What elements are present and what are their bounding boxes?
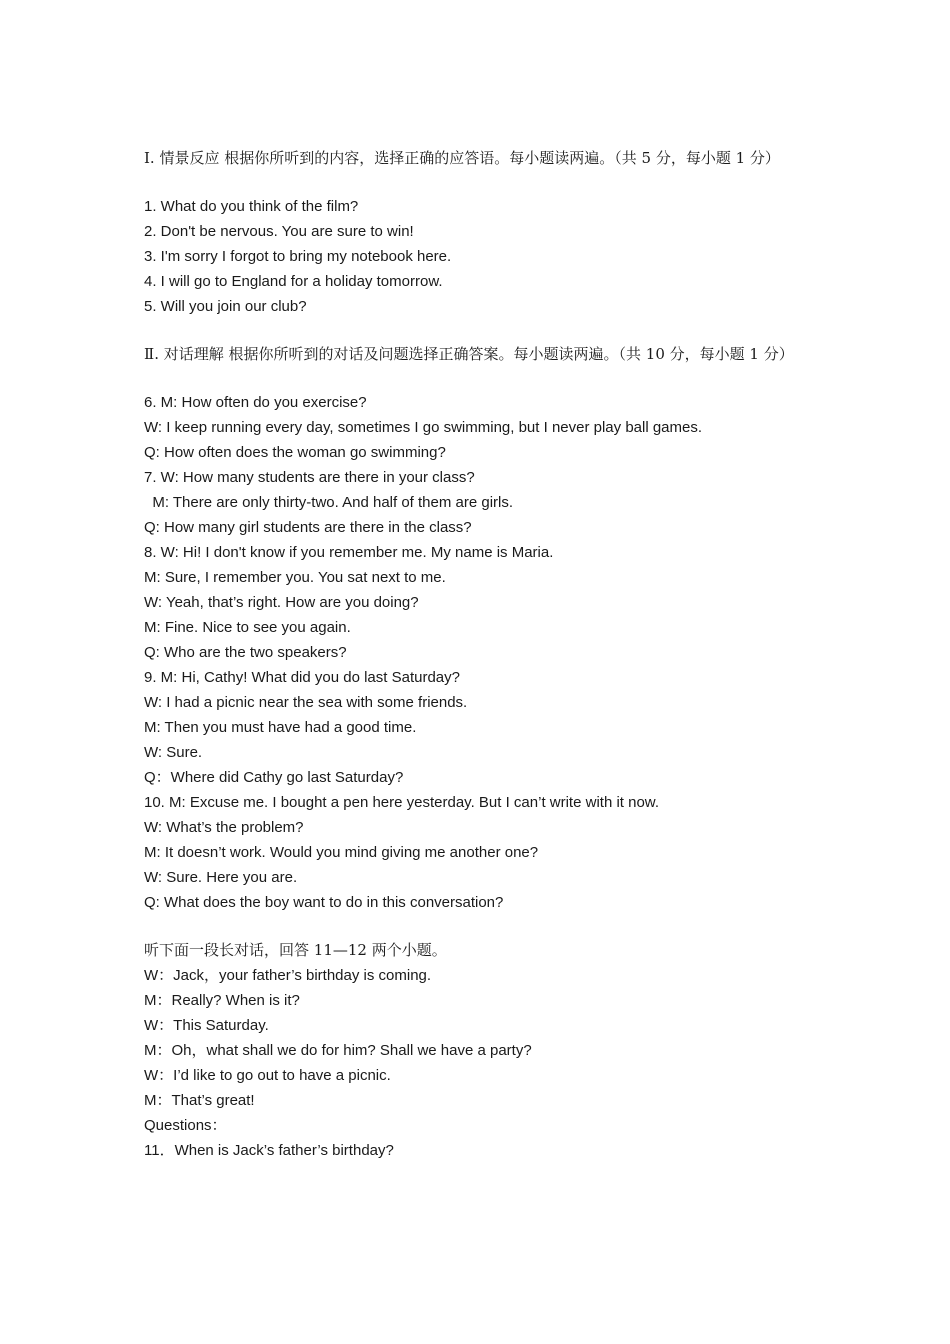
dialogue-line: 6. M: How often do you exercise?	[144, 394, 367, 411]
dialogue-line: W: I had a picnic near the sea with some friends.	[144, 694, 468, 711]
section-1-heading: Ⅰ. 情景反应 根据你所听到的内容，选择正确的应答语。每小题读两遍。（共 5 分，每小题 1 分）	[144, 149, 780, 167]
dialogue-line: Q：Where did Cathy go last Saturday?	[144, 769, 404, 786]
dialogue-line: M：Oh，what shall we do for him? Shall we have a party?	[144, 1042, 532, 1059]
dialogue-line: W: Sure.	[144, 744, 203, 761]
dialogue-line: Q: How many girl students are there in the class?	[144, 519, 472, 536]
section-2-heading: Ⅱ. 对话理解 根据你所听到的对话及问题选择正确答案。每小题读两遍。（共 10 分，每小题 1 分）	[144, 345, 794, 363]
document-content	[144, 146, 814, 1163]
listening-item: 3. I'm sorry I forgot to bring my notebook here.	[144, 248, 452, 265]
dialogue-line: Q: How often does the woman go swimming?	[144, 444, 446, 461]
questions-label: Questions：	[144, 1117, 227, 1134]
dialogue-line: 8. W: Hi! I don't know if you remember me. My name is Maria.	[144, 544, 554, 561]
dialogue-line: 9. M: Hi, Cathy! What did you do last Saturday?	[144, 669, 460, 686]
section-1-items	[144, 194, 814, 319]
section-2-dialogues	[144, 390, 814, 915]
dialogue-line: W：This Saturday.	[144, 1017, 269, 1034]
dialogue-line: W：I’d like to go out to have a picnic.	[144, 1067, 391, 1084]
listening-item: 1. What do you think of the film?	[144, 198, 359, 215]
spacer	[144, 319, 814, 342]
dialogue-line: Q: What does the boy want to do in this conversation?	[144, 894, 504, 911]
dialogue-line: M：That’s great!	[144, 1092, 255, 1109]
dialogue-line: M: It doesn’t work. Would you mind giving me another one?	[144, 844, 539, 861]
listening-item: 2. Don't be nervous. You are sure to win!	[144, 223, 414, 240]
spacer	[144, 367, 814, 390]
dialogue-line: 10. M: Excuse me. I bought a pen here yesterday. But I can’t write with it now.	[144, 794, 659, 811]
section-3-intro: 听下面一段长对话，回答 11—12 两个小题。	[144, 941, 447, 959]
question-line: 11．When is Jack’s father’s birthday?	[144, 1142, 394, 1159]
dialogue-line: M：Really? When is it?	[144, 992, 300, 1009]
dialogue-line: M: Fine. Nice to see you again.	[144, 619, 351, 636]
spacer	[144, 171, 814, 194]
dialogue-line: Q: Who are the two speakers?	[144, 644, 347, 661]
listening-item: 4. I will go to England for a holiday tomorrow.	[144, 273, 443, 290]
listening-item: 5. Will you join our club?	[144, 298, 307, 315]
dialogue-line: W: What’s the problem?	[144, 819, 304, 836]
dialogue-line: M: There are only thirty-two. And half of them are girls.	[144, 494, 514, 511]
dialogue-line: W: Yeah, that’s right. How are you doing?	[144, 594, 419, 611]
dialogue-line: W：Jack，your father’s birthday is coming.	[144, 967, 432, 984]
spacer	[144, 915, 814, 938]
dialogue-line: W: Sure. Here you are.	[144, 869, 298, 886]
dialogue-line: M: Sure, I remember you. You sat next to me.	[144, 569, 446, 586]
section-3-dialogue	[144, 963, 814, 1163]
dialogue-line: M: Then you must have had a good time.	[144, 719, 417, 736]
dialogue-line: 7. W: How many students are there in your class?	[144, 469, 475, 486]
dialogue-line: W: I keep running every day, sometimes I go swimming, but I never play ball games.	[144, 419, 703, 436]
